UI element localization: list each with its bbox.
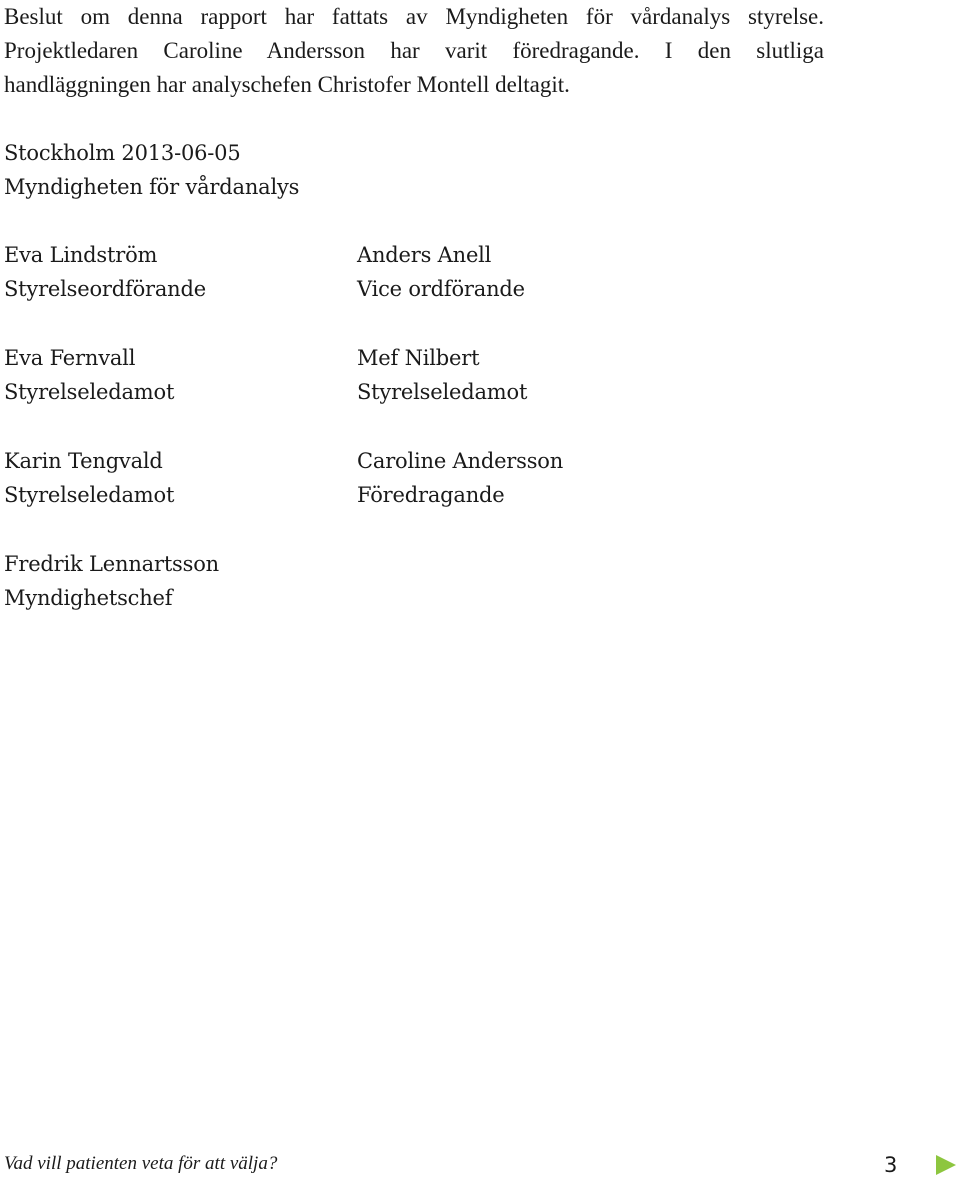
signature-karin-tengvald xyxy=(4,444,174,512)
signatory-role: Styrelseledamot xyxy=(4,380,175,404)
signatory-role: Styrelseledamot xyxy=(357,380,528,404)
signatory-name: Fredrik Lennartsson xyxy=(4,552,219,576)
signatory-name: Anders Anell xyxy=(357,243,492,267)
footer-report-title: Vad vill patienten veta för att välja? xyxy=(4,1153,278,1174)
signatory-role: Föredragande xyxy=(357,483,505,507)
signature-fredrik-lennartsson xyxy=(4,547,219,615)
signature-mef-nilbert xyxy=(357,341,527,409)
signatory-role: Styrelseledamot xyxy=(4,483,175,507)
organization-name: Myndigheten för vårdanalys xyxy=(4,175,300,199)
signature-anders-anell xyxy=(357,238,525,306)
place-date: Stockholm 2013-06-05 xyxy=(4,141,241,165)
signatory-role: Myndighetschef xyxy=(4,586,173,610)
signature-eva-fernvall xyxy=(4,341,174,409)
signature-eva-lindstrom xyxy=(4,238,206,306)
signatory-name: Eva Fernvall xyxy=(4,346,136,370)
signatory-role: Vice ordförande xyxy=(357,277,525,301)
decision-paragraph xyxy=(4,0,824,102)
signatory-name: Karin Tengvald xyxy=(4,449,163,473)
signature-caroline-andersson xyxy=(357,444,563,512)
page-number: 3 xyxy=(884,1153,898,1177)
decision-line-2: Projektledaren Caroline Andersson har varit föredragande. I den slutliga xyxy=(4,38,824,63)
signatory-role: Styrelseordförande xyxy=(4,277,206,301)
signatory-name: Eva Lindström xyxy=(4,243,158,267)
signatory-name: Caroline Andersson xyxy=(357,449,564,473)
decision-line-3: handläggningen har analyschefen Christofer Montell deltagit. xyxy=(4,72,570,97)
decision-line-1: Beslut om denna rapport har fattats av Myndigheten för vårdanalys styrelse. xyxy=(4,4,824,29)
place-date-block xyxy=(4,136,299,204)
signatory-name: Mef Nilbert xyxy=(357,346,480,370)
next-page-triangle-icon[interactable] xyxy=(936,1155,956,1175)
